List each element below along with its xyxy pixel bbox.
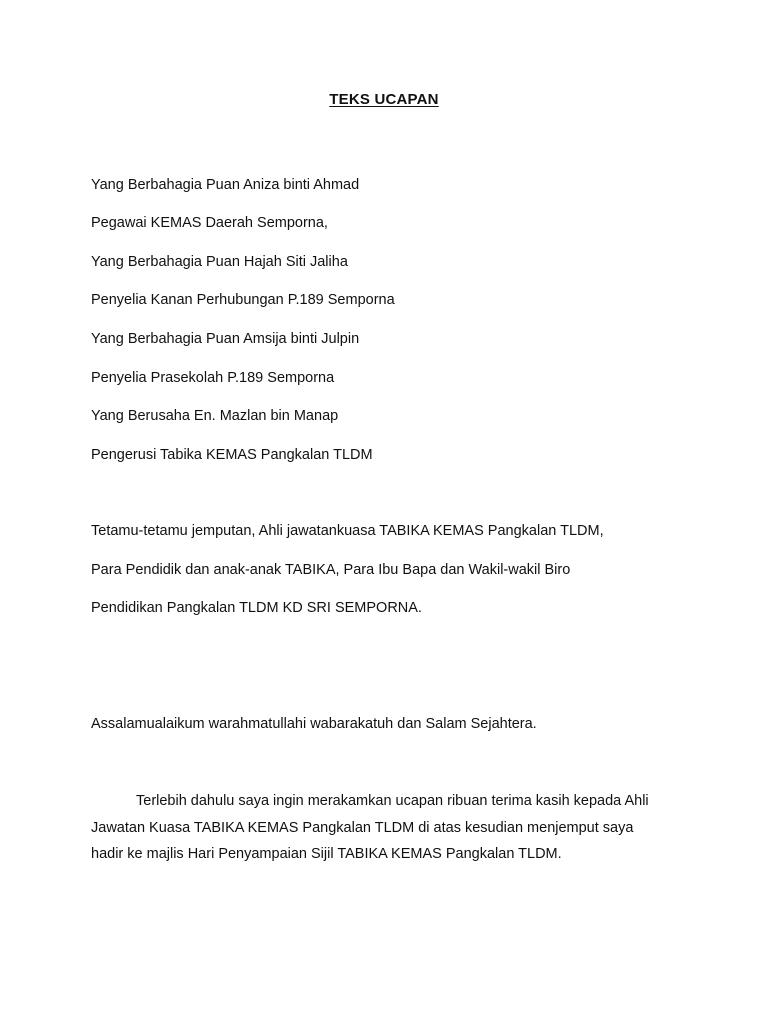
- guests-line: Pendidikan Pangkalan TLDM KD SRI SEMPORNA.: [91, 600, 422, 616]
- salutation-line: Yang Berbahagia Puan Hajah Siti Jaliha: [91, 254, 348, 270]
- paragraph-line: Terlebih dahulu saya ingin merakamkan ucapan ribuan terima kasih kepada Ahli: [136, 793, 649, 809]
- salutation-line: Yang Berbahagia Puan Amsija binti Julpin: [91, 331, 360, 347]
- salutation-line: Pengerusi Tabika KEMAS Pangkalan TLDM: [91, 447, 373, 463]
- salutation-line: Penyelia Prasekolah P.189 Semporna: [91, 370, 335, 386]
- salutation-line: Pegawai KEMAS Daerah Semporna,: [91, 215, 328, 231]
- salutation-line: Penyelia Kanan Perhubungan P.189 Semporna: [91, 292, 395, 308]
- greeting-line: Assalamualaikum warahmatullahi wabarakatuh dan Salam Sejahtera.: [91, 716, 537, 732]
- guests-line: Para Pendidik dan anak-anak TABIKA, Para Ibu Bapa dan Wakil-wakil Biro: [91, 562, 571, 578]
- page-title: TEKS UCAPAN: [329, 91, 439, 108]
- guests-line: Tetamu-tetamu jemputan, Ahli jawatankuasa TABIKA KEMAS Pangkalan TLDM,: [91, 523, 604, 539]
- salutation-line: Yang Berusaha En. Mazlan bin Manap: [91, 408, 339, 424]
- salutation-line: Yang Berbahagia Puan Aniza binti Ahmad: [91, 177, 360, 193]
- paragraph-line: Jawatan Kuasa TABIKA KEMAS Pangkalan TLDM di atas kesudian menjemput saya: [91, 820, 634, 836]
- paragraph-line: hadir ke majlis Hari Penyampaian Sijil TABIKA KEMAS Pangkalan TLDM.: [91, 846, 562, 862]
